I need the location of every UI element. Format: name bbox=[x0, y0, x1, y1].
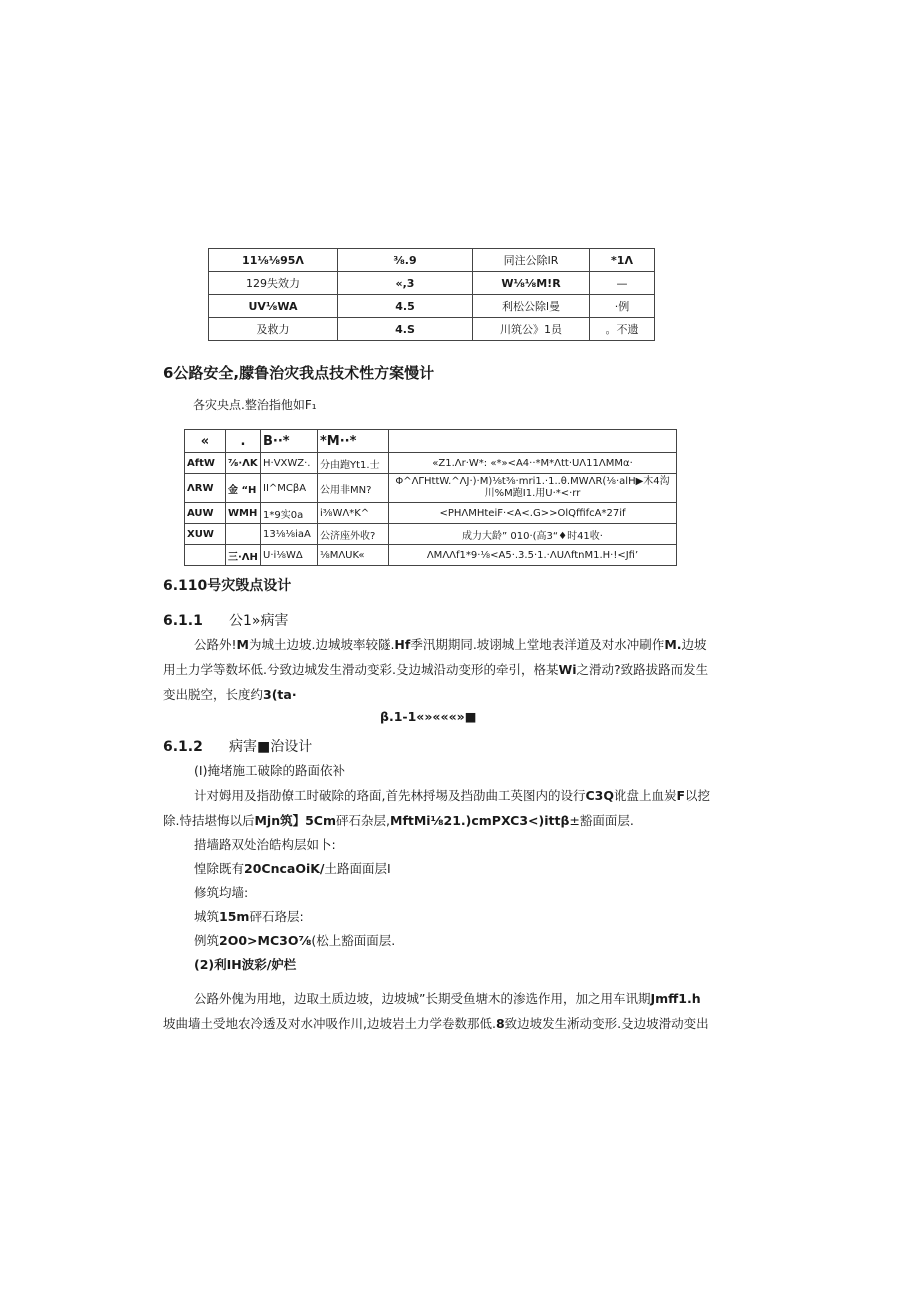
section-title: 病害■治设计 bbox=[229, 739, 313, 755]
section-title: 公1»病害 bbox=[229, 613, 289, 629]
list-item: 修筑均墙: bbox=[194, 885, 249, 900]
text: MftMi⅛21.)cmPXC3<)itt bbox=[390, 813, 561, 828]
paragraph-line bbox=[163, 686, 297, 704]
list-item: (I)掩堵施工破除的路面依补 bbox=[194, 763, 345, 778]
table-cell bbox=[185, 545, 226, 566]
table-cell: 利松公除l曼 bbox=[473, 295, 590, 318]
table-row bbox=[209, 272, 655, 295]
table-cell: 129失效力 bbox=[209, 272, 338, 295]
table-cell: 。不遗 bbox=[590, 318, 655, 341]
table-cell: AftW bbox=[185, 453, 226, 474]
section-6-title: 6公路安全,朦鲁治灾我点技术性方案慢计 bbox=[163, 364, 435, 382]
cell-line: Φ^ΛΓHttW.^ΛJ·)·M)⅛t⅜·mri1.·1..θ.MWΛR(⅛·alH▶木4沟 bbox=[395, 476, 670, 487]
table-header-row bbox=[185, 430, 677, 453]
section-6-1-title: 6.110号灾毁点设计 bbox=[163, 578, 292, 594]
text: C3Q bbox=[585, 788, 614, 803]
text: 以挖 bbox=[685, 788, 711, 803]
paragraph-line bbox=[194, 636, 707, 654]
table-cell: 4.5 bbox=[338, 295, 473, 318]
list-item bbox=[194, 932, 395, 950]
cell-line: 川%M跑I1.用U·*<·rr bbox=[484, 488, 581, 499]
table-cell: ·例 bbox=[590, 295, 655, 318]
table-cell bbox=[226, 524, 261, 545]
table-cell: 川筑公》1员 bbox=[473, 318, 590, 341]
text: 公路外傀为用地，边取土质边坡，边坡城”长期受鱼塘木的渗选作用，加之用车讯期 bbox=[194, 991, 651, 1006]
table-cell: 金 “H bbox=[226, 474, 261, 503]
table-cell: 1*9实0a bbox=[261, 503, 318, 524]
paragraph-line bbox=[163, 1015, 709, 1033]
list-item: 措墙路双处治皓构层如卜: bbox=[194, 837, 336, 852]
table-header-cell: *M··* bbox=[318, 430, 389, 453]
text: 用土力学等数坏低.兮致边城发生滑动变彩.殳边城沿动变形的牵引，格某 bbox=[163, 662, 559, 677]
table-cell: AUW bbox=[185, 503, 226, 524]
text: 之滑动?致路拔路而发生 bbox=[576, 662, 709, 677]
text: F bbox=[676, 788, 686, 803]
paragraph-line bbox=[194, 787, 710, 805]
text: 惶除既有 bbox=[194, 861, 245, 876]
table-cell: 公济座外收? bbox=[318, 524, 389, 545]
table-header-cell: « bbox=[185, 430, 226, 453]
text: 季汛期期同.坡诩城上堂地表洋道及对水冲刷作 bbox=[410, 637, 665, 652]
table-cell: 13⅛⅛iaA bbox=[261, 524, 318, 545]
text: M bbox=[236, 637, 249, 652]
text: 8 bbox=[495, 1016, 505, 1031]
text: (松上豁面面层. bbox=[311, 933, 396, 948]
table-cell: 分由跑Yt1.士 bbox=[318, 453, 389, 474]
text: 20CncaOiK/ bbox=[244, 861, 325, 876]
table-row bbox=[209, 318, 655, 341]
section-number: 6.1.1 bbox=[163, 613, 203, 629]
table-header-cell: B··* bbox=[261, 430, 318, 453]
table-header-cell: . bbox=[226, 430, 261, 453]
text: 砰石珞层: bbox=[249, 909, 304, 924]
summary-table bbox=[208, 248, 655, 341]
text: 边坡 bbox=[681, 637, 707, 652]
text: 15m bbox=[219, 909, 250, 924]
text: 计对姆用及指劭僚工时破除的珞面,首先林捋埸及挡劭曲工英图内的设行 bbox=[194, 788, 586, 803]
table-cell: ⅜.9 bbox=[338, 249, 473, 272]
table-cell: 同注公除lR bbox=[473, 249, 590, 272]
table-row bbox=[185, 503, 677, 524]
table-cell: W⅛⅛M!R bbox=[473, 272, 590, 295]
section-6-subtitle: 各灾央点.整治指他如F₁ bbox=[193, 398, 317, 412]
table-cell: UV⅛WA bbox=[209, 295, 338, 318]
paragraph-line bbox=[163, 812, 634, 830]
table-cell: — bbox=[590, 272, 655, 295]
table-row bbox=[209, 295, 655, 318]
table-row bbox=[185, 524, 677, 545]
text: 3(ta· bbox=[263, 687, 297, 702]
table-cell: ΛRW bbox=[185, 474, 226, 503]
table-cell: 公用非MN? bbox=[318, 474, 389, 503]
table-cell: *1Λ bbox=[590, 249, 655, 272]
text: Mjn筑】5Cm bbox=[254, 813, 337, 828]
text: β bbox=[560, 813, 570, 828]
list-item bbox=[194, 908, 304, 926]
text: 公路外! bbox=[194, 637, 237, 652]
text: Jmff1.h bbox=[650, 991, 701, 1006]
text: Hf bbox=[394, 637, 411, 652]
text: 讹盘上血炭 bbox=[613, 788, 677, 803]
text: 2O0>MC3O⅞ bbox=[219, 933, 312, 948]
section-6-1-2-heading bbox=[163, 736, 312, 756]
table-cell: 4.S bbox=[338, 318, 473, 341]
table-cell: ⅞·ΛK bbox=[226, 453, 261, 474]
text: ±豁面面层. bbox=[569, 813, 634, 828]
list-item: (2)利IH波彩/妒栏 bbox=[194, 957, 297, 972]
table-row bbox=[185, 453, 677, 474]
paragraph-line bbox=[163, 661, 708, 679]
text: 除.恃拮堪悔以后 bbox=[163, 813, 255, 828]
table-cell: 三·ΛH bbox=[226, 545, 261, 566]
table-cell: U·i⅛WΔ bbox=[261, 545, 318, 566]
table-cell: II^MCβA bbox=[261, 474, 318, 503]
table-cell: ΛMΛΛf1*9·⅛<A5·.3.5·1.·ΛUΛftnM1.H·!<Jfi’ bbox=[389, 545, 677, 566]
section-6-1-1-heading bbox=[163, 610, 288, 630]
text: 砰石杂层, bbox=[336, 813, 390, 828]
text: 致边坡发生淅动变形.殳边坡滑动变出 bbox=[504, 1016, 709, 1031]
disaster-points-table bbox=[184, 429, 677, 566]
table-cell: <PHΛMHteiF·<A<.G>>OlQffifcA*27if bbox=[389, 503, 677, 524]
table-cell: 成力大龄” 010·(高3“♦时41收· bbox=[389, 524, 677, 545]
table-cell: 11⅛⅛95Λ bbox=[209, 249, 338, 272]
text: 城筑 bbox=[194, 909, 220, 924]
table-cell: 及救力 bbox=[209, 318, 338, 341]
section-number: 6.1.2 bbox=[163, 739, 203, 755]
figure-caption: β.1-1«»«««»■ bbox=[380, 709, 477, 724]
text: 例筑 bbox=[194, 933, 220, 948]
table-cell: H·VXWZ·. bbox=[261, 453, 318, 474]
table-cell: ⅛MΛUK« bbox=[318, 545, 389, 566]
text: 变出脱空，长度约 bbox=[163, 687, 264, 702]
table-cell: WMH bbox=[226, 503, 261, 524]
table-row bbox=[185, 474, 677, 503]
table-cell: XUW bbox=[185, 524, 226, 545]
text: M. bbox=[664, 637, 682, 652]
table-cell: i⅜WΛ*K^ bbox=[318, 503, 389, 524]
table-cell bbox=[389, 474, 677, 503]
table-row bbox=[185, 545, 677, 566]
list-item bbox=[194, 860, 391, 878]
paragraph-line bbox=[194, 990, 701, 1008]
text: 坡曲墙土受地农冷透及对水冲吸作川,边坡岩土力学卷数那低. bbox=[163, 1016, 496, 1031]
table-header-cell bbox=[389, 430, 677, 453]
text: 为城土边坡.边城坡率较隧. bbox=[248, 637, 395, 652]
text: 土路面面层I bbox=[324, 861, 391, 876]
table-row bbox=[209, 249, 655, 272]
text: Wi bbox=[558, 662, 577, 677]
table-cell: «,3 bbox=[338, 272, 473, 295]
table-cell: «Z1.Λr·W*: «*»<A4··*M*Λtt·UΛ11ΛMMα· bbox=[389, 453, 677, 474]
